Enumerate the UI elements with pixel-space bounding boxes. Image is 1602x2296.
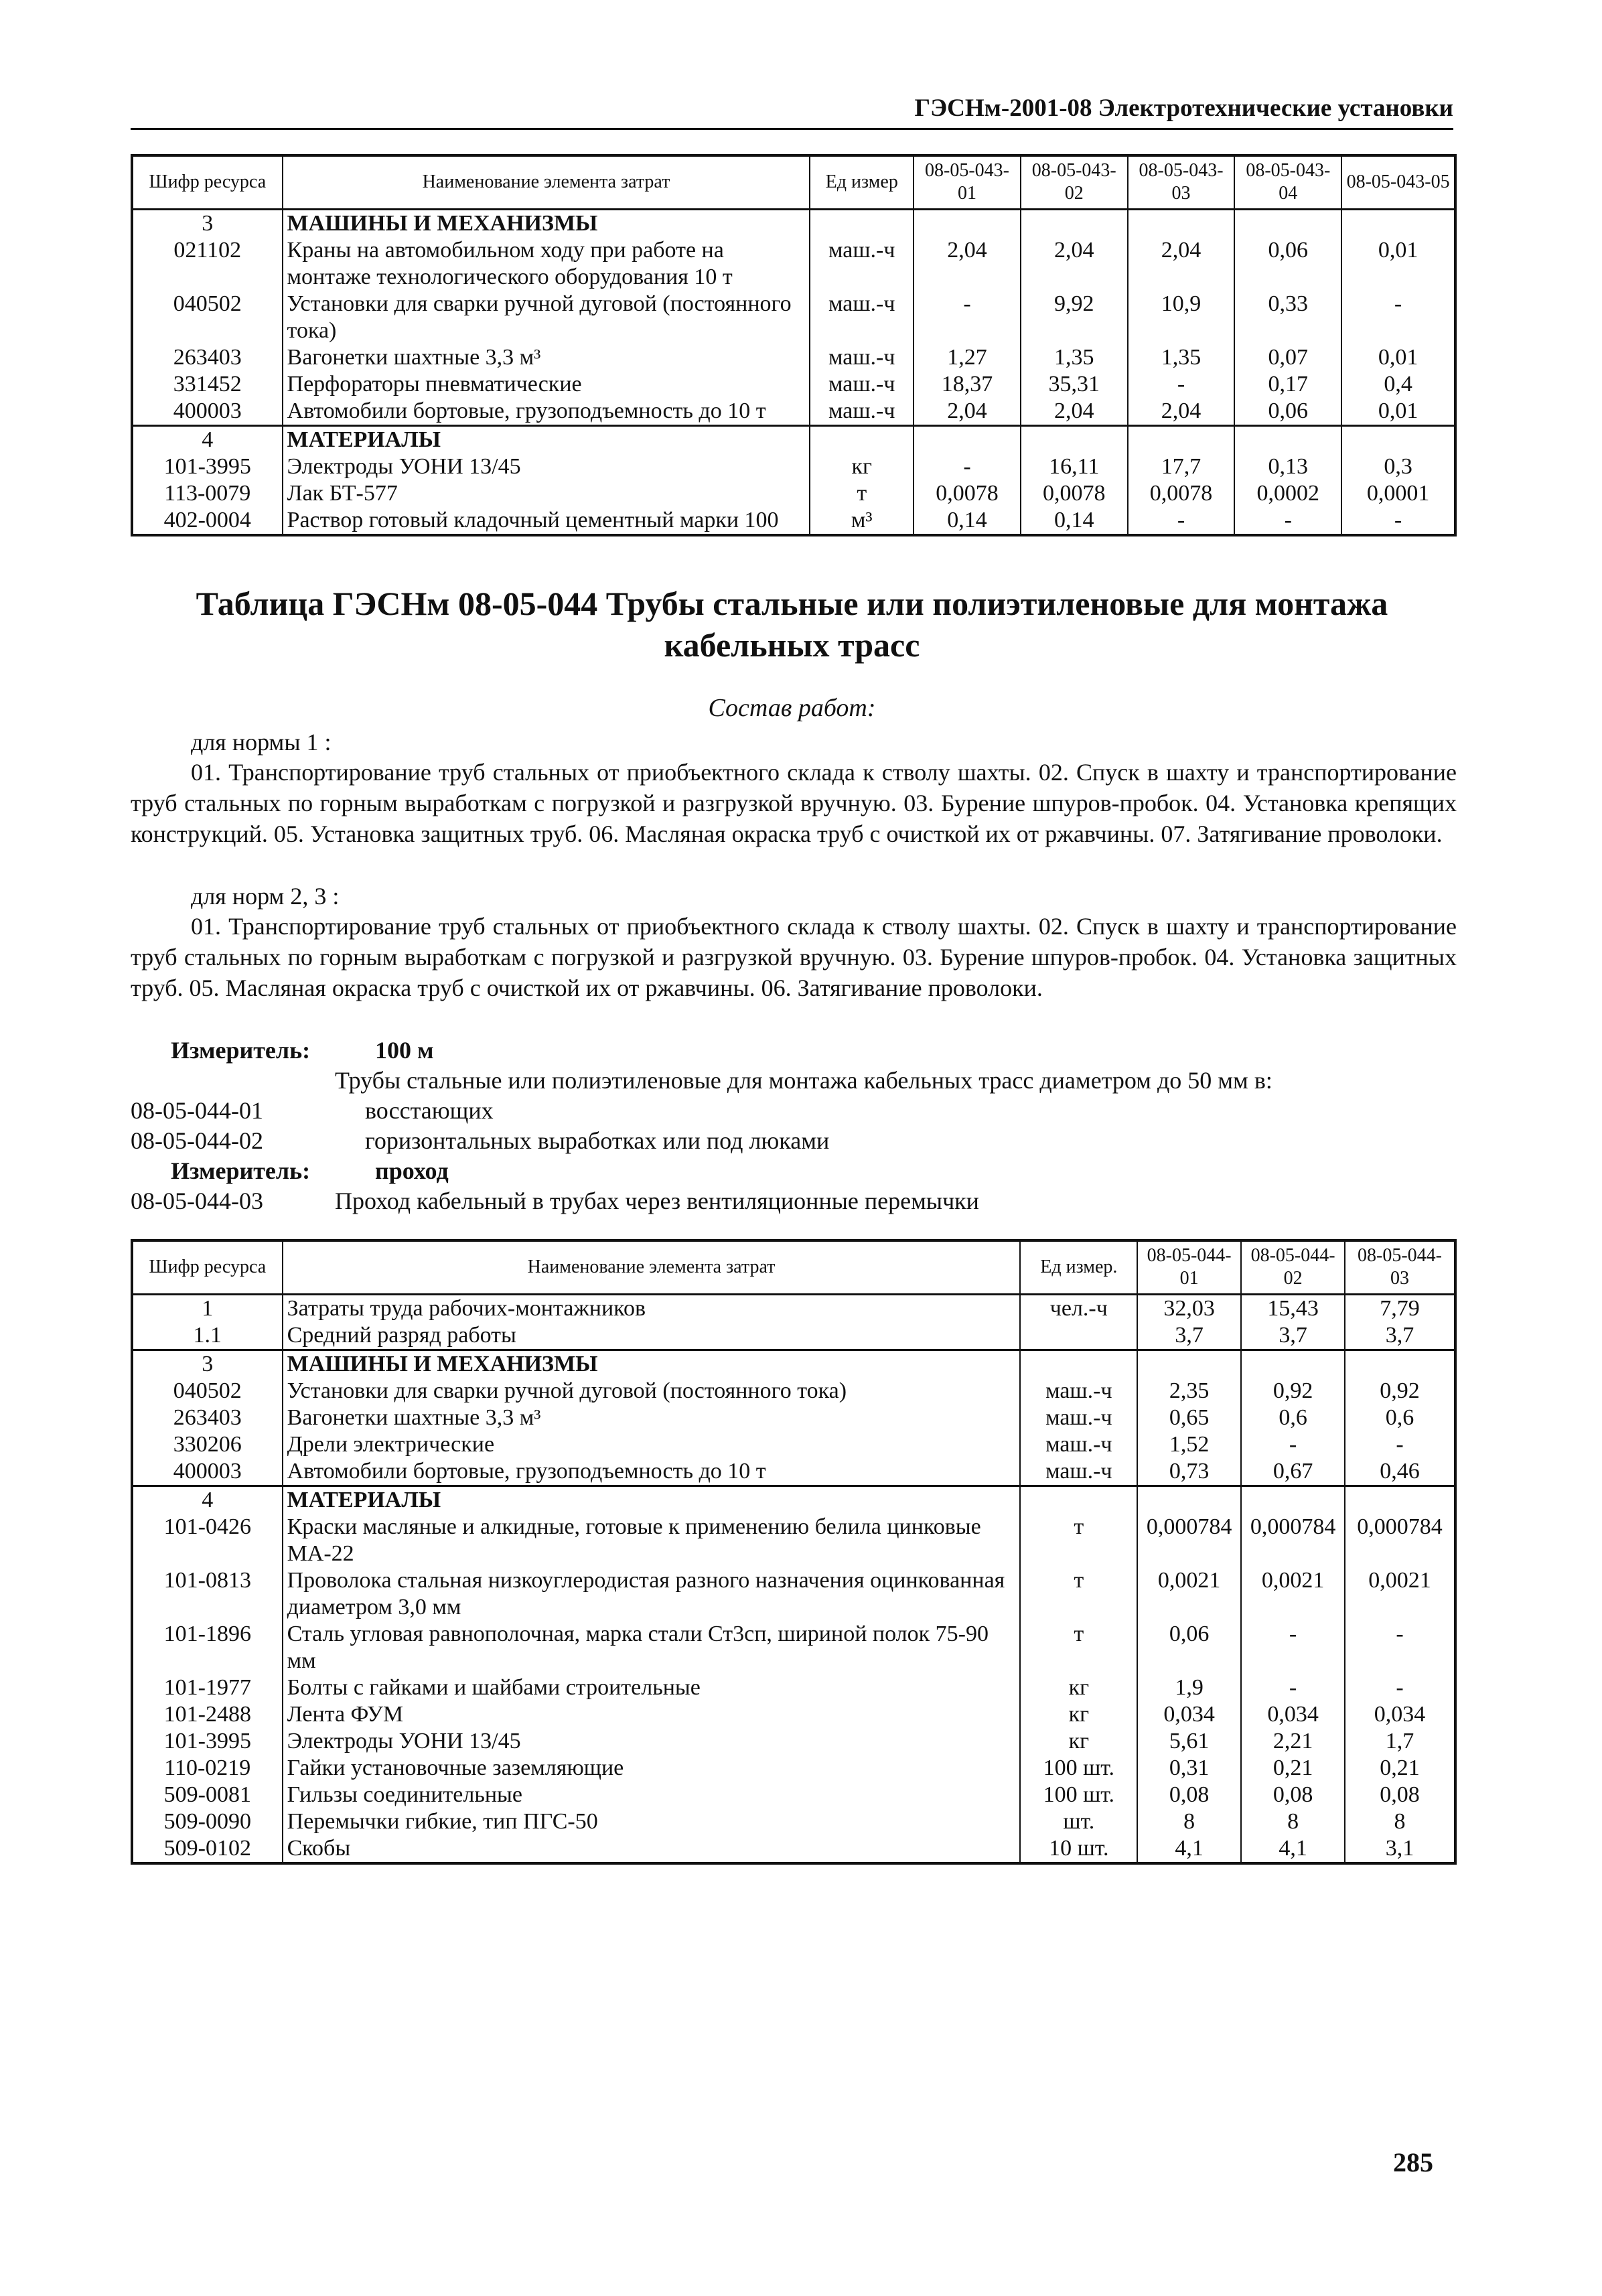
resource-code: 113-0079 xyxy=(132,480,283,507)
norm23-label: для норм 2, 3 : xyxy=(191,883,340,910)
resource-value: 2,04 xyxy=(914,237,1021,291)
resource-value: 0,0021 xyxy=(1241,1567,1345,1621)
resource-value: 1,7 xyxy=(1345,1728,1455,1755)
resource-name: Средний разряд работы xyxy=(283,1322,1021,1350)
resource-code: 509-0090 xyxy=(132,1808,283,1835)
resource-value xyxy=(914,209,1021,237)
section-row xyxy=(132,1486,1455,1514)
section-row xyxy=(132,209,1455,237)
resource-unit: маш.-ч xyxy=(1020,1378,1137,1405)
table-row xyxy=(132,1701,1455,1728)
resource-name: Затраты труда рабочих-монтажников xyxy=(283,1294,1021,1322)
col-header-code: Шифр ресурса xyxy=(132,1240,283,1294)
pipes-heading: Трубы стальные или полиэтиленовые для монтажа кабельных трасс диаметром до 50 мм в: xyxy=(335,1067,1272,1094)
resource-value: 5,61 xyxy=(1137,1728,1241,1755)
col-header-name: Наименование элемента затрат xyxy=(283,155,810,209)
resource-value: 0,07 xyxy=(1234,344,1341,371)
resource-value: 2,04 xyxy=(1128,237,1235,291)
col-header-norm: 08-05-043-03 xyxy=(1128,155,1235,209)
resource-value: 0,3 xyxy=(1341,453,1455,480)
resource-code: 110-0219 xyxy=(132,1755,283,1782)
table-row xyxy=(132,1674,1455,1701)
resource-value: 0,4 xyxy=(1341,371,1455,398)
col-header-norm: 08-05-044-01 xyxy=(1137,1240,1241,1294)
table-row xyxy=(132,1728,1455,1755)
resource-value: 3,7 xyxy=(1241,1322,1345,1350)
resource-value: 0,92 xyxy=(1241,1378,1345,1405)
item-text: горизонтальных выработках или под люками xyxy=(365,1127,830,1154)
resource-value: 0,6 xyxy=(1345,1405,1455,1431)
resource-value: 3,7 xyxy=(1345,1322,1455,1350)
resource-code: 1.1 xyxy=(132,1322,283,1350)
resource-unit: 10 шт. xyxy=(1020,1835,1137,1863)
resource-value xyxy=(1137,1486,1241,1514)
resource-code: 021102 xyxy=(132,237,283,291)
resource-value: 0,01 xyxy=(1341,398,1455,426)
resource-value: 0,0078 xyxy=(914,480,1021,507)
resource-value: 0,0021 xyxy=(1137,1567,1241,1621)
resource-value: 17,7 xyxy=(1128,453,1235,480)
table-row xyxy=(132,1458,1455,1486)
resource-code: 509-0102 xyxy=(132,1835,283,1863)
resource-value xyxy=(1021,425,1128,453)
resource-value: 2,35 xyxy=(1137,1378,1241,1405)
table-row xyxy=(132,1405,1455,1431)
section-row xyxy=(132,425,1455,453)
col-header-unit: Ед измер. xyxy=(1020,1240,1137,1294)
resource-value: 3,1 xyxy=(1345,1835,1455,1863)
resource-name: Раствор готовый кладочный цементный марки 100 xyxy=(283,507,810,535)
resource-value: 0,0002 xyxy=(1234,480,1341,507)
resource-value: 8 xyxy=(1137,1808,1241,1835)
resource-name: Перфораторы пневматические xyxy=(283,371,810,398)
resource-value: 0,31 xyxy=(1137,1755,1241,1782)
col-header-norm: 08-05-044-02 xyxy=(1241,1240,1345,1294)
resource-value: - xyxy=(1341,291,1455,344)
resource-value: 0,000784 xyxy=(1241,1514,1345,1567)
resource-value: 0,21 xyxy=(1241,1755,1345,1782)
meter1-label: Измеритель: xyxy=(171,1037,311,1064)
resource-name: Краски масляные и алкидные, готовые к применению белила цинковые МА-22 xyxy=(283,1514,1021,1567)
resource-value: - xyxy=(1241,1674,1345,1701)
table-row xyxy=(132,1431,1455,1458)
resource-value: - xyxy=(1128,507,1235,535)
resource-code: 101-1896 xyxy=(132,1621,283,1674)
resource-value: 0,21 xyxy=(1345,1755,1455,1782)
norm1-text: 01. Транспортирование труб стальных от приобъектного склада к стволу шахты. 02. Спуск в шахту и транспортирование труб стальных по горным выработкам с погрузкой и разгрузкой вручную. 03. Бурение шпуров-пробок. 04. Установка крепящих конструкций. 05. Установка защитных труб. 06. Масляная окраска труб с очисткой их от ржавчины. 07. Затягивание проволоки. xyxy=(131,759,1457,847)
resource-value: - xyxy=(1345,1431,1455,1458)
resource-name: Сталь угловая равнополочная, марка стали Ст3сп, шириной полок 75-90 мм xyxy=(283,1621,1021,1674)
resource-name: Установки для сварки ручной дуговой (постоянного тока) xyxy=(283,291,810,344)
table-row xyxy=(132,1835,1455,1863)
resource-name: Автомобили бортовые, грузоподъемность до 10 т xyxy=(283,1458,1021,1486)
resource-value xyxy=(1128,209,1235,237)
col-header-code: Шифр ресурса xyxy=(132,155,283,209)
resource-name: Гайки установочные заземляющие xyxy=(283,1755,1021,1782)
table-row xyxy=(132,237,1455,291)
resource-name: Дрели электрические xyxy=(283,1431,1021,1458)
resource-unit: т xyxy=(810,480,914,507)
resources-table-043 xyxy=(131,154,1457,536)
table-row xyxy=(132,344,1455,371)
resource-value: 0,08 xyxy=(1241,1782,1345,1808)
resource-unit: т xyxy=(1020,1514,1137,1567)
resource-value: 1,35 xyxy=(1021,344,1128,371)
resource-value: 0,14 xyxy=(1021,507,1128,535)
page-number: 285 xyxy=(1393,2147,1433,2177)
resource-unit: 100 шт. xyxy=(1020,1782,1137,1808)
resource-unit xyxy=(810,425,914,453)
table-row xyxy=(132,291,1455,344)
resource-value: 0,01 xyxy=(1341,344,1455,371)
resource-unit: кг xyxy=(1020,1674,1137,1701)
col-header-norm: 08-05-043-04 xyxy=(1234,155,1341,209)
meter2-label: Измеритель: xyxy=(171,1157,311,1184)
resource-value: - xyxy=(1241,1621,1345,1674)
resource-value: 16,11 xyxy=(1021,453,1128,480)
resource-value: 3,7 xyxy=(1137,1322,1241,1350)
resource-value xyxy=(914,425,1021,453)
resource-code: 101-0426 xyxy=(132,1514,283,1567)
resource-value: 0,06 xyxy=(1234,237,1341,291)
table-row xyxy=(132,1782,1455,1808)
resource-unit xyxy=(1020,1322,1137,1350)
table-row xyxy=(132,398,1455,426)
resource-code: 331452 xyxy=(132,371,283,398)
resource-unit: кг xyxy=(1020,1728,1137,1755)
table-title: Таблица ГЭСНм 08-05-044 Трубы стальные или полиэтиленовые для монтажа кабельных трасс xyxy=(196,585,1388,664)
resource-value: - xyxy=(1241,1431,1345,1458)
resource-name: Перемычки гибкие, тип ПГС-50 xyxy=(283,1808,1021,1835)
resource-name: Болты с гайками и шайбами строительные xyxy=(283,1674,1021,1701)
resource-unit: маш.-ч xyxy=(1020,1431,1137,1458)
resource-value xyxy=(1345,1486,1455,1514)
resource-name: МАТЕРИАЛЫ xyxy=(283,425,810,453)
resource-value xyxy=(1128,425,1235,453)
resource-code: 101-0813 xyxy=(132,1567,283,1621)
table-row xyxy=(132,1322,1455,1350)
norm23-text: 01. Транспортирование труб стальных от приобъектного склада к стволу шахты. 02. Спуск в шахту и транспортирование труб стальных по горным выработкам с погрузкой и разгрузкой вручную. 03. Бурение шпуров-пробок. 04. Установка защитных труб. 05. Масляная окраска труб с очисткой их от ржавчины. 06. Затягивание проволоки. xyxy=(131,913,1457,1001)
resource-value xyxy=(1241,1486,1345,1514)
resource-value: 0,0078 xyxy=(1021,480,1128,507)
resource-code: 1 xyxy=(132,1294,283,1322)
resource-unit xyxy=(1020,1486,1137,1514)
resource-unit: маш.-ч xyxy=(1020,1458,1137,1486)
resource-name: Электроды УОНИ 13/45 xyxy=(283,1728,1021,1755)
resource-value xyxy=(1137,1350,1241,1378)
resource-code: 040502 xyxy=(132,291,283,344)
resource-value: 8 xyxy=(1241,1808,1345,1835)
resource-unit: шт. xyxy=(1020,1808,1137,1835)
resource-code: 3 xyxy=(132,209,283,237)
resource-value: 1,9 xyxy=(1137,1674,1241,1701)
resource-code: 4 xyxy=(132,425,283,453)
resource-name: МАШИНЫ И МЕХАНИЗМЫ xyxy=(283,1350,1021,1378)
col-header-unit: Ед измер xyxy=(810,155,914,209)
table-row xyxy=(132,1514,1455,1567)
resource-value xyxy=(1241,1350,1345,1378)
resource-value: 1,35 xyxy=(1128,344,1235,371)
resource-code: 3 xyxy=(132,1350,283,1378)
resource-name: Электроды УОНИ 13/45 xyxy=(283,453,810,480)
resource-name: МАШИНЫ И МЕХАНИЗМЫ xyxy=(283,209,810,237)
table-row xyxy=(132,1621,1455,1674)
resource-value: 0,034 xyxy=(1137,1701,1241,1728)
resource-name: Автомобили бортовые, грузоподъемность до 10 т xyxy=(283,398,810,426)
resource-value: - xyxy=(914,453,1021,480)
table-row xyxy=(132,507,1455,535)
resource-value: - xyxy=(1128,371,1235,398)
resource-unit: чел.-ч xyxy=(1020,1294,1137,1322)
resource-value: 4,1 xyxy=(1241,1835,1345,1863)
resource-name: Вагонетки шахтные 3,3 м³ xyxy=(283,1405,1021,1431)
resource-code: 263403 xyxy=(132,344,283,371)
resource-value: - xyxy=(914,291,1021,344)
resource-name: МАТЕРИАЛЫ xyxy=(283,1486,1021,1514)
col-header-norm: 08-05-043-01 xyxy=(914,155,1021,209)
resource-unit: маш.-ч xyxy=(810,398,914,426)
resource-name: Установки для сварки ручной дуговой (постоянного тока) xyxy=(283,1378,1021,1405)
resource-code: 330206 xyxy=(132,1431,283,1458)
resource-value: 10,9 xyxy=(1128,291,1235,344)
resource-code: 101-3995 xyxy=(132,453,283,480)
page-header: ГЭСНм-2001-08 Электротехнические установки xyxy=(131,94,1453,130)
resource-unit xyxy=(1020,1350,1137,1378)
resource-unit: маш.-ч xyxy=(810,371,914,398)
meter2-value: проход xyxy=(375,1157,449,1184)
resource-value: 2,04 xyxy=(914,398,1021,426)
resource-value: 0,000784 xyxy=(1137,1514,1241,1567)
table-row xyxy=(132,480,1455,507)
resource-value: - xyxy=(1345,1621,1455,1674)
resource-code: 101-2488 xyxy=(132,1701,283,1728)
resource-value: 8 xyxy=(1345,1808,1455,1835)
resource-code: 400003 xyxy=(132,398,283,426)
resource-unit: кг xyxy=(1020,1701,1137,1728)
resource-value: 0,08 xyxy=(1345,1782,1455,1808)
table-row xyxy=(132,1755,1455,1782)
table-row xyxy=(132,371,1455,398)
resource-code: 263403 xyxy=(132,1405,283,1431)
item-text: восстающих xyxy=(365,1097,494,1124)
resource-value xyxy=(1234,425,1341,453)
resource-unit: т xyxy=(1020,1621,1137,1674)
table-row xyxy=(132,1378,1455,1405)
resource-value: 0,0021 xyxy=(1345,1567,1455,1621)
resource-name: Краны на автомобильном ходу при работе на монтаже технологического оборудования 10 т xyxy=(283,237,810,291)
resource-value: 35,31 xyxy=(1021,371,1128,398)
resource-value: 0,73 xyxy=(1137,1458,1241,1486)
resource-value: 0,13 xyxy=(1234,453,1341,480)
resource-code: 402-0004 xyxy=(132,507,283,535)
resource-code: 040502 xyxy=(132,1378,283,1405)
resource-value: 7,79 xyxy=(1345,1294,1455,1322)
resource-value xyxy=(1345,1350,1455,1378)
resource-unit: маш.-ч xyxy=(810,237,914,291)
meter1-value: 100 м xyxy=(375,1037,434,1064)
resource-value: 2,04 xyxy=(1021,237,1128,291)
resource-value xyxy=(1234,209,1341,237)
table-row xyxy=(132,1808,1455,1835)
table-row xyxy=(132,453,1455,480)
resource-value: 2,04 xyxy=(1021,398,1128,426)
resource-value: 1,52 xyxy=(1137,1431,1241,1458)
resource-value: 9,92 xyxy=(1021,291,1128,344)
col-header-norm: 08-05-044-03 xyxy=(1345,1240,1455,1294)
resource-value: 0,01 xyxy=(1341,237,1455,291)
resource-value: 0,034 xyxy=(1241,1701,1345,1728)
resource-value: 0,14 xyxy=(914,507,1021,535)
composition-title: Состав работ: xyxy=(708,694,876,722)
resource-unit: кг xyxy=(810,453,914,480)
resource-value: 32,03 xyxy=(1137,1294,1241,1322)
resource-name: Вагонетки шахтные 3,3 м³ xyxy=(283,344,810,371)
resource-value: 0,33 xyxy=(1234,291,1341,344)
resource-value: - xyxy=(1345,1674,1455,1701)
resource-value: 0,06 xyxy=(1137,1621,1241,1674)
resource-name: Проволока стальная низкоуглеродистая разного назначения оцинкованная диаметром 3,0 мм xyxy=(283,1567,1021,1621)
resource-code: 400003 xyxy=(132,1458,283,1486)
resource-code: 4 xyxy=(132,1486,283,1514)
resource-value: 0,0001 xyxy=(1341,480,1455,507)
resource-unit: маш.-ч xyxy=(810,291,914,344)
resources-table-044 xyxy=(131,1239,1457,1865)
resource-value: 0,92 xyxy=(1345,1378,1455,1405)
resource-value: 0,08 xyxy=(1137,1782,1241,1808)
resource-unit: т xyxy=(1020,1567,1137,1621)
resource-value: 2,04 xyxy=(1128,398,1235,426)
resource-code: 509-0081 xyxy=(132,1782,283,1808)
resource-unit: маш.-ч xyxy=(1020,1405,1137,1431)
resource-value: 0,6 xyxy=(1241,1405,1345,1431)
resource-code: 101-3995 xyxy=(132,1728,283,1755)
col-header-name: Наименование элемента затрат xyxy=(283,1240,1021,1294)
resource-name: Скобы xyxy=(283,1835,1021,1863)
resource-value: 0,65 xyxy=(1137,1405,1241,1431)
item-code: 08-05-044-02 xyxy=(131,1127,263,1154)
resource-value: 4,1 xyxy=(1137,1835,1241,1863)
resource-value: 0,034 xyxy=(1345,1701,1455,1728)
resource-name: Гильзы соединительные xyxy=(283,1782,1021,1808)
resource-unit: маш.-ч xyxy=(810,344,914,371)
col-header-norm: 08-05-043-05 xyxy=(1341,155,1455,209)
resource-value xyxy=(1341,425,1455,453)
resource-code: 101-1977 xyxy=(132,1674,283,1701)
resource-value: - xyxy=(1341,507,1455,535)
resource-value: 1,27 xyxy=(914,344,1021,371)
resource-value: 0,0078 xyxy=(1128,480,1235,507)
resource-value xyxy=(1021,209,1128,237)
resource-unit xyxy=(810,209,914,237)
col-header-norm: 08-05-043-02 xyxy=(1021,155,1128,209)
item-code: 08-05-044-01 xyxy=(131,1097,263,1124)
resource-name: Лак БТ-577 xyxy=(283,480,810,507)
item-code: 08-05-044-03 xyxy=(131,1188,263,1214)
item-text: Проход кабельный в трубах через вентиляционные перемычки xyxy=(335,1188,979,1214)
resource-unit: 100 шт. xyxy=(1020,1755,1137,1782)
resource-value: 15,43 xyxy=(1241,1294,1345,1322)
resource-value: 2,21 xyxy=(1241,1728,1345,1755)
resource-unit: м³ xyxy=(810,507,914,535)
resource-value: 0,06 xyxy=(1234,398,1341,426)
table-row xyxy=(132,1567,1455,1621)
resource-value: 0,000784 xyxy=(1345,1514,1455,1567)
resource-name: Лента ФУМ xyxy=(283,1701,1021,1728)
norm1-label: для нормы 1 : xyxy=(191,729,332,756)
resource-value: 0,67 xyxy=(1241,1458,1345,1486)
table-row xyxy=(132,1294,1455,1322)
resource-value: 18,37 xyxy=(914,371,1021,398)
resource-value xyxy=(1341,209,1455,237)
section-row xyxy=(132,1350,1455,1378)
resource-value: 0,46 xyxy=(1345,1458,1455,1486)
resource-value: 0,17 xyxy=(1234,371,1341,398)
resource-value: - xyxy=(1234,507,1341,535)
